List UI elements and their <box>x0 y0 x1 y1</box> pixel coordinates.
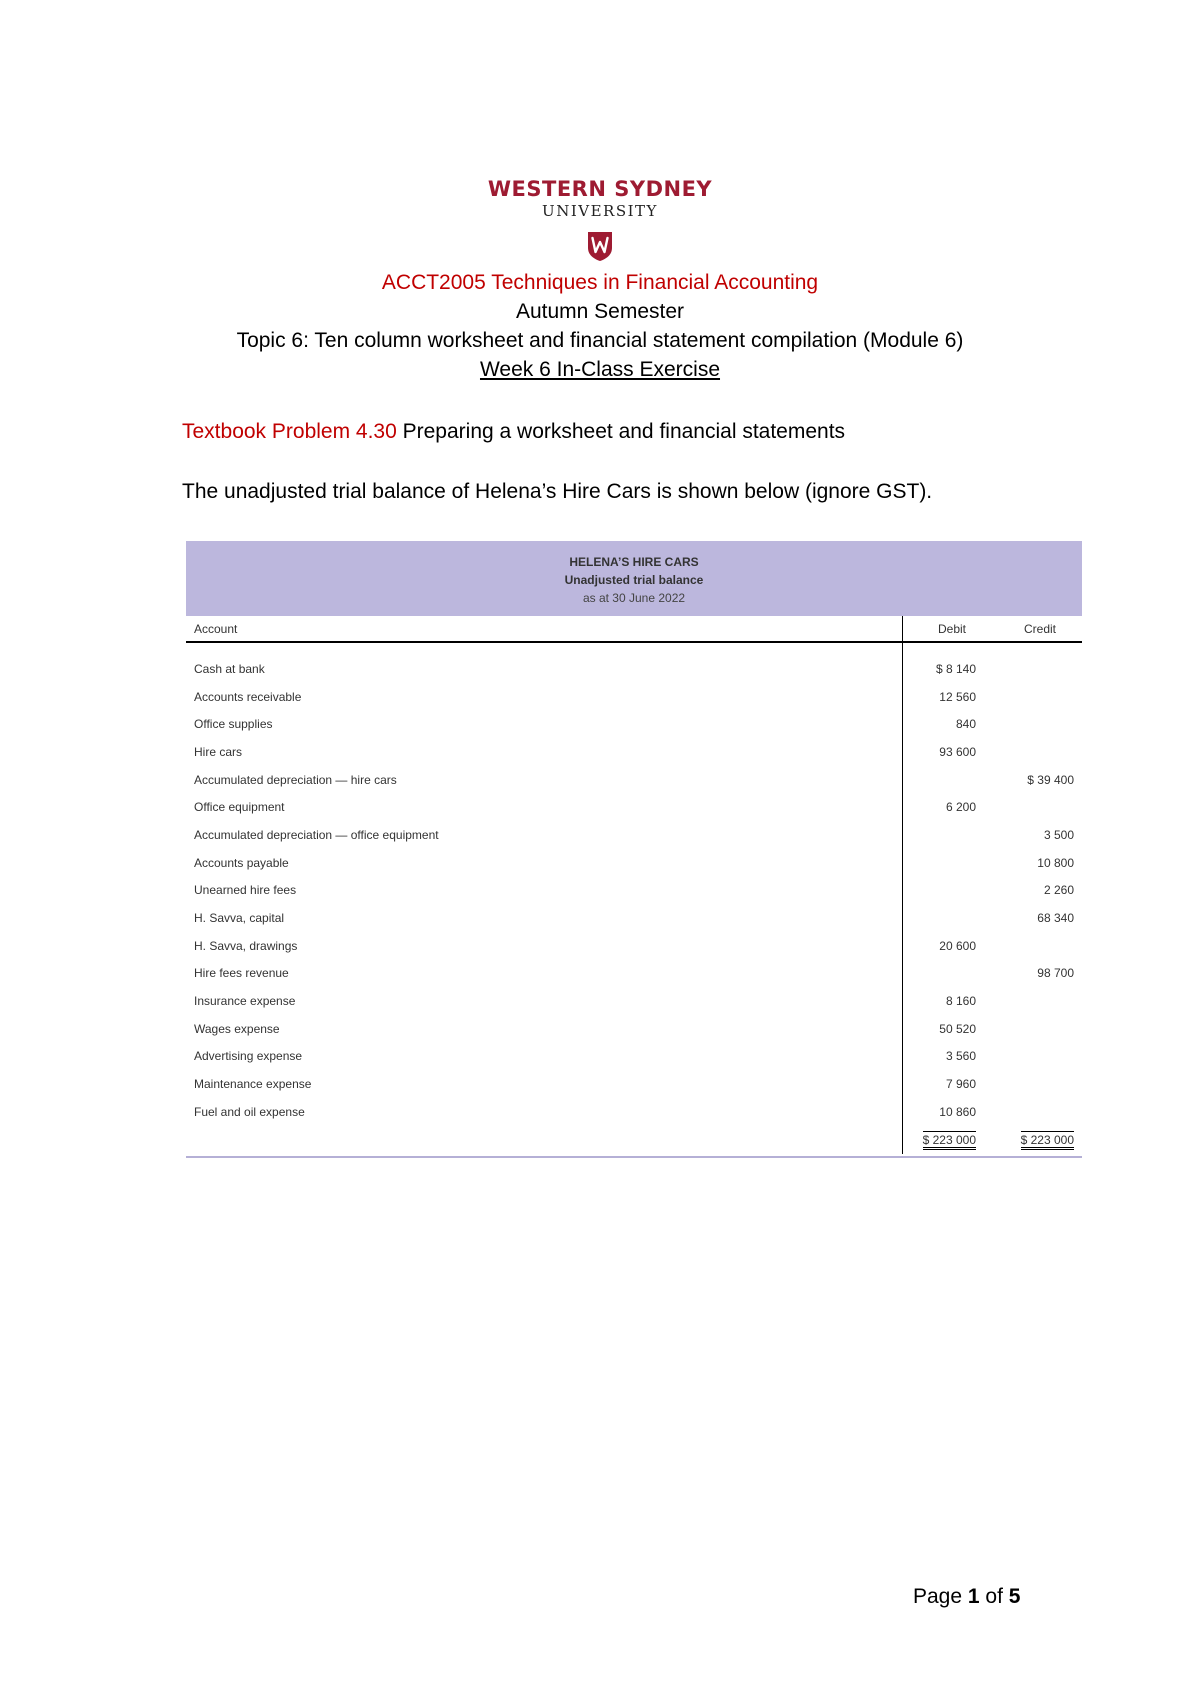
credit-amount: 3 500 <box>1043 827 1074 842</box>
account-name: Accumulated depreciation — office equipment <box>194 827 439 842</box>
account-name: Hire cars <box>194 744 243 759</box>
account-name: Fuel and oil expense <box>194 1104 305 1119</box>
table-row <box>186 655 1082 683</box>
debit-amount: 7 960 <box>945 1077 976 1092</box>
problem-label: Textbook Problem 4.30 <box>182 420 397 443</box>
account-name: Accounts payable <box>194 855 289 870</box>
table-row <box>186 904 1082 932</box>
account-name: Unearned hire fees <box>194 883 297 898</box>
debit-amount: 6 200 <box>945 800 976 815</box>
table-row <box>186 710 1082 738</box>
debit-column-header: Debit <box>937 621 966 636</box>
w-shield-icon <box>586 230 614 262</box>
credit-column-header: Credit <box>1023 621 1056 636</box>
table-bottom-rule <box>186 1156 1082 1158</box>
account-name: Insurance expense <box>194 994 296 1009</box>
credit-amount: 98 700 <box>1037 966 1074 981</box>
logo-wordmark-line1: WESTERN SYDNEY <box>487 177 713 201</box>
problem-heading <box>182 418 845 446</box>
column-headers <box>186 616 1082 643</box>
problem-description: Preparing a worksheet and financial statements <box>396 420 846 443</box>
table-row <box>186 960 1082 988</box>
debit-amount: 10 860 <box>939 1104 976 1119</box>
trial-balance-header <box>186 541 1082 616</box>
table-row <box>186 849 1082 877</box>
debit-total-cell <box>902 1133 992 1147</box>
account-name: Cash at bank <box>194 661 265 676</box>
debit-amount: 50 520 <box>939 1021 976 1036</box>
statement-date: as at 30 June 2022 <box>582 591 686 605</box>
debit-amount: 3 560 <box>945 1049 976 1064</box>
table-row <box>186 1070 1082 1098</box>
topic-title: Topic 6: Ten column worksheet and financial statement compilation (Module 6) <box>236 329 964 352</box>
debit-amount: 93 600 <box>939 744 976 759</box>
totals-row <box>186 1126 1082 1154</box>
trial-balance-body <box>186 616 1082 1154</box>
page-number <box>913 1583 1020 1611</box>
week-title: Week 6 In-Class Exercise <box>479 358 721 381</box>
debit-amount: 12 560 <box>939 689 976 704</box>
table-row <box>186 683 1082 711</box>
table-row <box>186 766 1082 794</box>
logo-wordmark-line2: UNIVERSITY <box>542 202 658 220</box>
course-title: ACCT2005 Techniques in Financial Accounting <box>381 271 819 294</box>
statement-title: Unadjusted trial balance <box>564 573 704 587</box>
account-name: Accumulated depreciation — hire cars <box>194 772 397 787</box>
table-row <box>186 793 1082 821</box>
account-column-header: Account <box>194 621 238 636</box>
account-name: Advertising expense <box>194 1049 303 1064</box>
table-row <box>186 821 1082 849</box>
debit-amount: $ 8 140 <box>935 661 976 676</box>
current-page: 1 <box>967 1585 980 1608</box>
credit-amount: 2 260 <box>1043 883 1074 898</box>
credit-amount: $ 39 400 <box>1027 772 1074 787</box>
credit-total: $ 223 000 <box>1021 1131 1074 1150</box>
debit-amount: 8 160 <box>945 994 976 1009</box>
account-name: Maintenance expense <box>194 1077 312 1092</box>
page-of: of <box>979 1585 1009 1608</box>
account-name: Hire fees revenue <box>194 966 289 981</box>
debit-total: $ 223 000 <box>923 1131 976 1150</box>
table-row <box>186 932 1082 960</box>
column-divider <box>902 616 903 1154</box>
account-name: H. Savva, drawings <box>194 938 298 953</box>
debit-amount: 20 600 <box>939 938 976 953</box>
account-name: H. Savva, capital <box>194 911 285 926</box>
table-row <box>186 1098 1082 1126</box>
total-pages: 5 <box>1008 1585 1021 1608</box>
table-row <box>186 987 1082 1015</box>
semester-title: Autumn Semester <box>515 300 685 323</box>
trial-balance-table <box>186 541 1082 1158</box>
university-logo <box>0 176 1200 262</box>
credit-amount: 68 340 <box>1037 911 1074 926</box>
table-row <box>186 1015 1082 1043</box>
credit-total-cell <box>992 1133 1082 1147</box>
intro-text: The unadjusted trial balance of Helena’s Hire Cars is shown below (ignore GST). <box>182 480 933 503</box>
account-name: Office supplies <box>194 717 273 732</box>
debit-amount: 840 <box>955 717 976 732</box>
table-row <box>186 738 1082 766</box>
page-prefix: Page <box>913 1585 968 1608</box>
account-name: Accounts receivable <box>194 689 302 704</box>
document-title-block <box>0 268 1200 384</box>
account-name: Office equipment <box>194 800 285 815</box>
credit-amount: 10 800 <box>1037 855 1074 870</box>
company-name: HELENA’S HIRE CARS <box>569 555 699 569</box>
table-row <box>186 877 1082 905</box>
trial-balance-rows <box>186 643 1082 1154</box>
account-name: Wages expense <box>194 1021 280 1036</box>
table-row <box>186 1043 1082 1071</box>
